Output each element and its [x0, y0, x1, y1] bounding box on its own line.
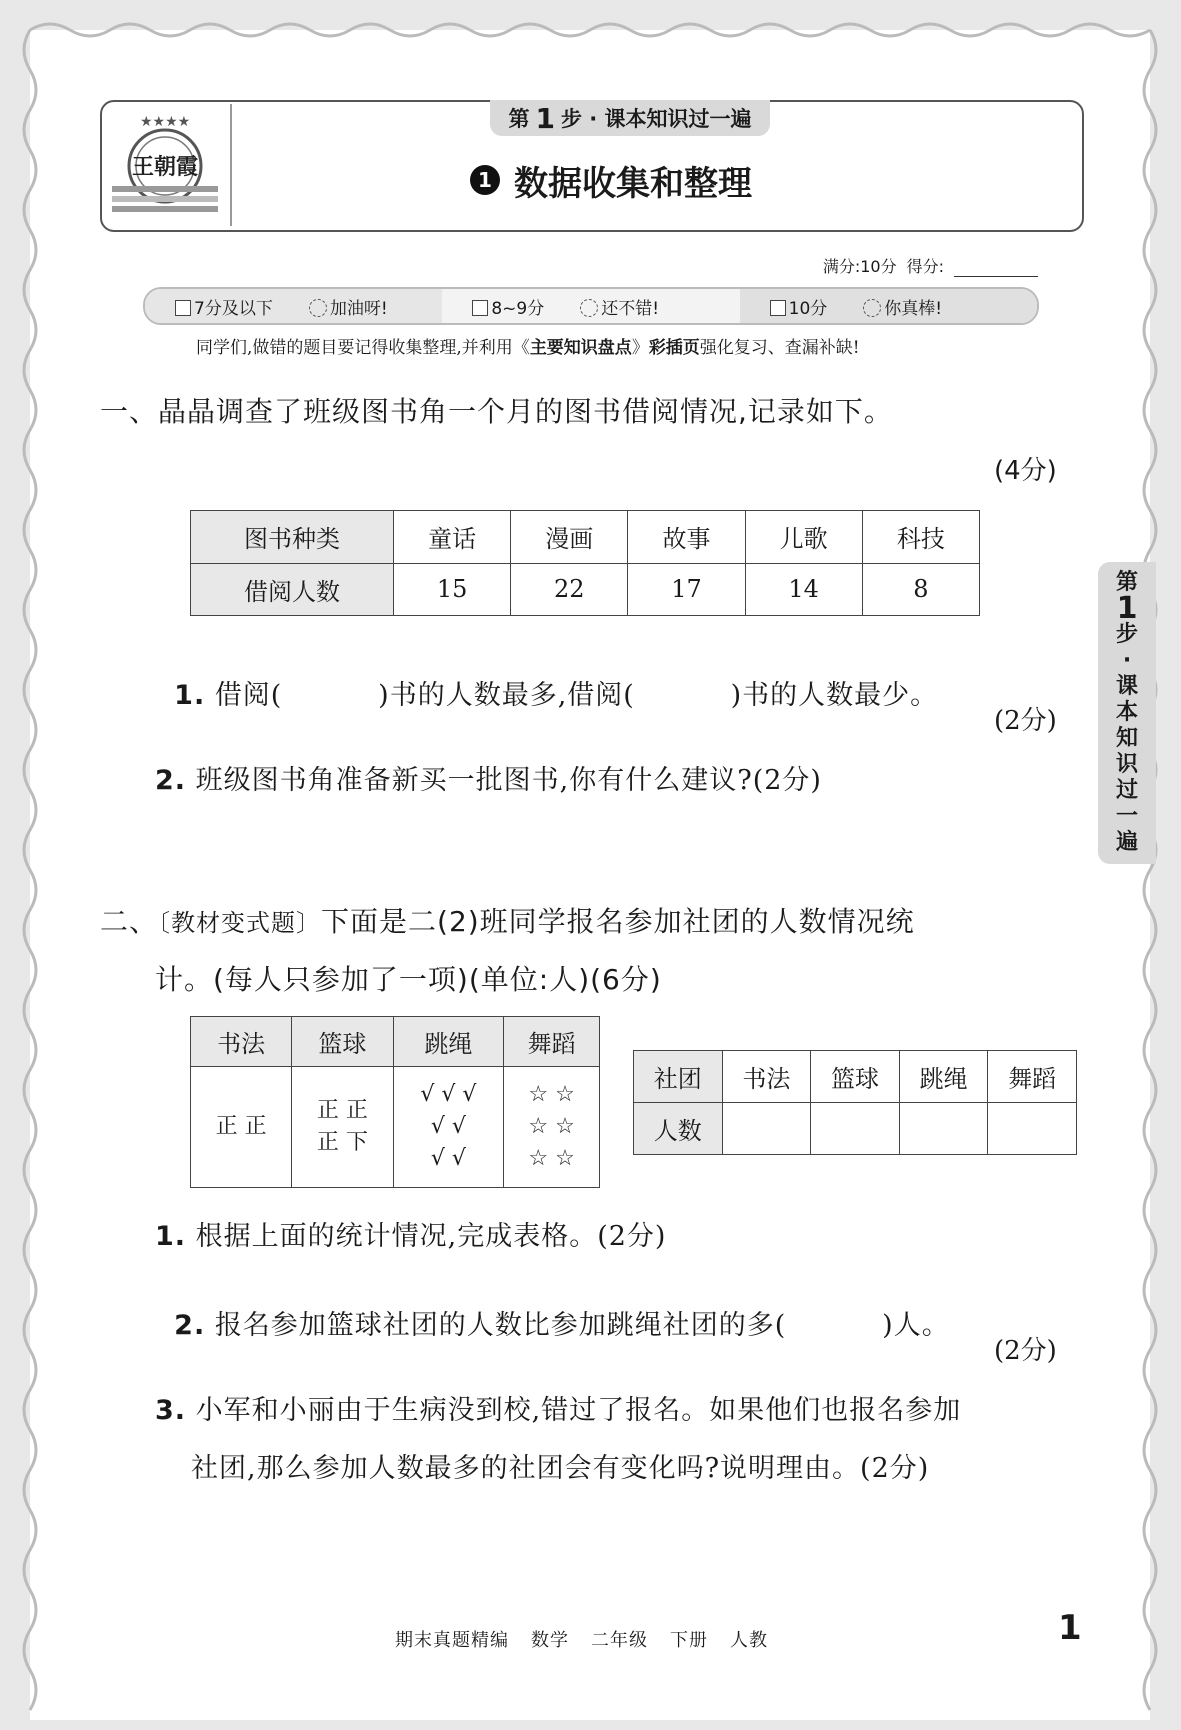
svg-text:★★★★: ★★★★ [140, 114, 191, 130]
result-table: 社团 书法 篮球 跳绳 舞蹈 人数 [633, 1050, 1077, 1155]
checkbox-icon[interactable] [472, 300, 488, 316]
question-1: 一、晶晶调查了班级图书角一个月的图书借阅情况,记录如下。 [100, 395, 893, 428]
question-1-points: (4分) [994, 456, 1057, 486]
score-line [823, 254, 1038, 277]
q2-sub1: 1. 根据上面的统计情况,完成表格。(2分) [155, 1221, 667, 1252]
q1-sub1: 1. 借阅( )书的人数最多,借阅( )书的人数最少。 [174, 680, 939, 711]
q2-sub3: 3. 小军和小丽由于生病没到校,错过了报名。如果他们也报名参加 [155, 1395, 962, 1426]
grade-segment: 8~9分 还不错! [442, 289, 739, 323]
lesson-number-badge: 1 [470, 165, 500, 195]
tally-table: 书法 篮球 跳绳 舞蹈 正 正 正 正 正 下 √ √ √ √ √ √ √ ☆ ☆ ☆ ☆ ☆ ☆ [190, 1016, 600, 1188]
smiley-icon [309, 299, 327, 317]
brand-logo [104, 104, 232, 226]
answer-cell[interactable] [988, 1103, 1077, 1155]
grade-segment: 7分及以下 加油呀! [145, 289, 442, 323]
q1-sub2: 2. 班级图书角准备新买一批图书,你有什么建议?(2分) [155, 765, 822, 796]
answer-cell[interactable] [811, 1103, 900, 1155]
side-step-tab: 第 1 步 · 课 本 知 识 过 一 遍 [1098, 562, 1156, 864]
page-title [470, 150, 752, 210]
q2-sub3-line2: 社团,那么参加人数最多的社团会有变化吗?说明理由。(2分) [191, 1453, 930, 1484]
got-score-label: 得分: [906, 257, 944, 276]
q1-sub1-points: (2分) [994, 706, 1057, 736]
book-table: 图书种类 童话 漫画 故事 儿歌 科技 借阅人数 15 22 17 14 8 [190, 510, 980, 616]
page-number: 1 [1058, 1608, 1082, 1648]
full-score: 满分:10分 [822, 257, 897, 276]
checkbox-icon[interactable] [770, 300, 786, 316]
answer-cell[interactable] [722, 1103, 811, 1155]
question-2-line2: 计。(每人只参加了一项)(单位:人)(6分) [155, 963, 662, 996]
grade-bar [143, 287, 1039, 325]
answer-cell[interactable] [899, 1103, 988, 1155]
question-2: 二、〔教材变式题〕下面是二(2)班同学报名参加社团的人数情况统 [100, 905, 915, 938]
smiley-icon [863, 299, 881, 317]
q2-sub2-points: (2分) [994, 1336, 1057, 1366]
study-tip: 同学们,做错的题目要记得收集整理,并利用《主要知识盘点》彩插页强化复习、查漏补缺! [196, 338, 860, 358]
smiley-icon [580, 299, 598, 317]
title-text: 数据收集和整理 [514, 163, 752, 204]
score-blank[interactable] [954, 258, 1038, 277]
step-tab: 第 1 步 · 课本知识过一遍 [490, 100, 770, 136]
q2-sub2: 2. 报名参加篮球社团的人数比参加跳绳社团的多( )人。 [174, 1310, 950, 1341]
footer: 期末真题精编 数学 二年级 下册 人教 [395, 1630, 768, 1651]
checkbox-icon[interactable] [175, 300, 191, 316]
grade-segment: 10分 你真棒! [740, 289, 1037, 323]
logo-text: 王朝霞 [131, 154, 199, 180]
